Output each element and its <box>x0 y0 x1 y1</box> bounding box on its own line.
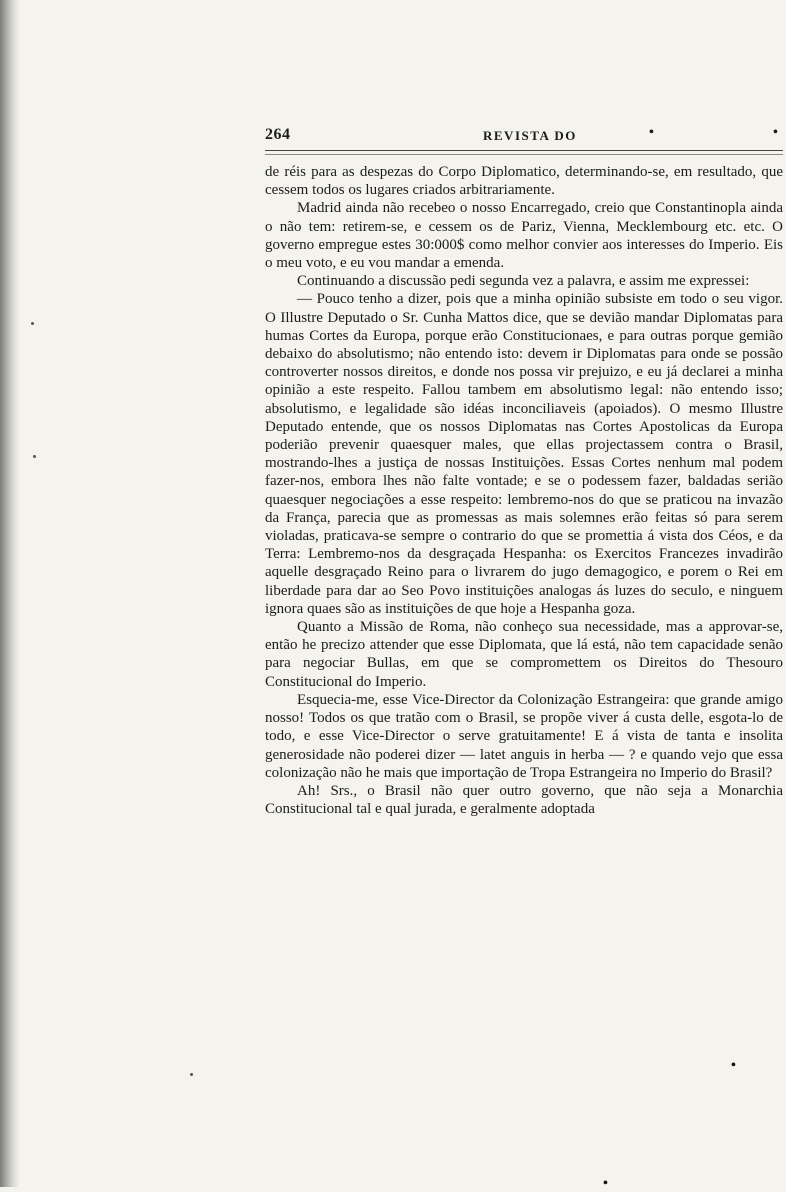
running-title: REVISTA DO <box>483 128 577 143</box>
paragraph: Esquecia-me, esse Vice-Director da Colonização Estrangeira: que grande amigo nosso! Todos os que tratão com o Brasil, se propõe viver á custa delle, esgota-lo de todo, e esse Vice-Director o serve gratuitamente! E á vista de tanta e insolita generosidade não poderei dizer — latet anguis in herba — ? e quando vejo que essa colonização não he mais que importação de Tropa Estrangeira no Imperio do Brasil? <box>265 691 783 781</box>
paragraph: Quanto a Missão de Roma, não conheço sua necessidade, mas a approvar-se, então he precizo attender que esse Diplomata, que lá está, não tem capacidade senão para negociar Bullas, em que se compromettem os Direitos do Thesouro Constitucional do Imperio. <box>265 619 783 690</box>
header-mark: • <box>649 125 654 140</box>
header-rule <box>265 150 783 155</box>
scan-speck <box>31 322 34 325</box>
scan-speck <box>190 1073 193 1076</box>
header-mark: • <box>773 125 778 140</box>
scan-speck <box>33 455 36 458</box>
body-text <box>265 163 783 818</box>
page-number: 264 <box>265 126 291 143</box>
paragraph: — Pouco tenho a dizer, pois que a minha opinião subsiste em todo o seu vigor. O Illustre Deputado o Sr. Cunha Mattos dice, que se devião mandar Diplomatas para humas Cortes da Europa, porque erão Constitucionaes, e para outras porque gemião debaixo do absolutismo; não entendo isto: devem ir Diplomatas para onde se possão controverter nossos direitos, e donde nos possa vir prejuizo, e eu já declarei a minha opinião a este respeito. Fallou tambem em absolutismo legal: não entendo isso; absolutismo, e legalidade são idéas inconciliaveis (apoiados). O mesmo Illustre Deputado entende, que os nossos Diplomatas nas Cortes Apostolicas da Europa poderião prevenir quaesquer males, que ellas projectassem contra o Brasil, mostrando-lhes a justiça de nossas Instituições. Essas Cortes nenhum mal podem fazer-nos, embora lhes não falte vontade; e se o podessem fazer, baldadas serião quaesquer negociações a esse respeito: lembremo-nos do que se praticou na invazão da França, parecia que as promessas as mais solemnes erão feitas só para serem violadas, praticava-se sempre o contrario do que se promettia á vista dos Céos, e da Terra: Lembremo-nos da desgraçada Hespanha: os Exercitos Francezes invadirão aquelle desgraçado Reino para o livrarem do jugo demagogico, e porem o Rei em liberdade para dar ao Seo Povo instituições analogas ás luzes do seculo, e ninguem ignora quaes são as instituições de que hoje a Hespanha goza. <box>265 291 783 617</box>
paragraph: de réis para as despezas do Corpo Diplomatico, determinando-se, em resultado, que cessem todos os lugares criados arbitrariamente. <box>265 164 783 199</box>
paragraph: Continuando a discussão pedi segunda vez a palavra, e assim me expressei: <box>297 273 750 290</box>
paragraph: Madrid ainda não recebeo o nosso Encarregado, creio que Constantinopla ainda o não tem: retirem-se, e cessem os de Pariz, Vienna, Mecklembourg etc. etc. O governo empregue estes 30:000$ como melhor convier aos interesses do Imperio. Eis o meu voto, e eu vou mandar a emenda. <box>265 200 783 272</box>
paragraph: Ah! Srs., o Brasil não quer outro governo, que não seja a Monarchia Constitucional tal e qual jurada, e geralmente adoptada <box>265 782 783 818</box>
page-edge-shadow <box>0 0 20 1187</box>
page-header <box>265 126 785 148</box>
stray-mark: • <box>731 1058 736 1073</box>
stray-mark: • <box>603 1176 608 1191</box>
